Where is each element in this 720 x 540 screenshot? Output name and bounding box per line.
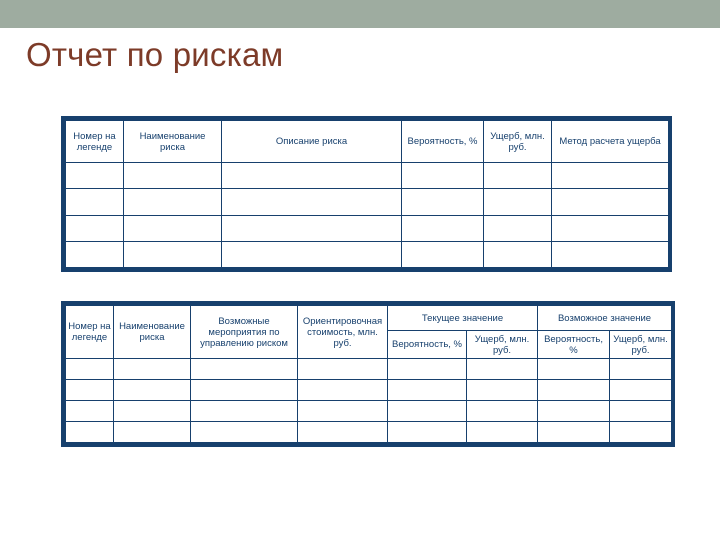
- table-cell: [538, 380, 610, 401]
- table-cell: [388, 359, 467, 380]
- table-cell: [388, 380, 467, 401]
- table-row: [66, 163, 669, 189]
- table-cell: [552, 241, 669, 267]
- header-possible-probability: Вероятность, %: [538, 331, 610, 359]
- slide-title: Отчет по рискам: [26, 36, 284, 73]
- table-cell: [484, 189, 552, 215]
- table-cell: [402, 215, 484, 241]
- table-cell: [114, 401, 191, 422]
- header-damage: Ущерб, млн. руб.: [484, 121, 552, 163]
- table-cell: [124, 215, 222, 241]
- table-cell: [114, 359, 191, 380]
- table-row: [66, 241, 669, 267]
- table-header-row: [66, 306, 672, 331]
- table-cell: [298, 359, 388, 380]
- table-cell: [552, 189, 669, 215]
- table-cell: [467, 359, 538, 380]
- risk-report-table: [61, 116, 672, 272]
- top-decorative-bar: [0, 0, 720, 28]
- table-cell: [66, 163, 124, 189]
- header-current-value: Текущее значение: [388, 306, 538, 331]
- header-possible-measures: Возможные мероприятия по управлению риском: [191, 306, 298, 359]
- table-cell: [610, 359, 672, 380]
- table-header-row: [66, 121, 669, 163]
- table-cell: [66, 422, 114, 443]
- table-row: [66, 189, 669, 215]
- table-cell: [298, 380, 388, 401]
- table-cell: [467, 380, 538, 401]
- header-current-probability: Вероятность, %: [388, 331, 467, 359]
- table-cell: [191, 422, 298, 443]
- table-cell: [402, 241, 484, 267]
- table-cell: [298, 401, 388, 422]
- table-cell: [610, 380, 672, 401]
- table-cell: [467, 401, 538, 422]
- table-cell: [538, 422, 610, 443]
- table-cell: [66, 380, 114, 401]
- table-cell: [484, 241, 552, 267]
- table-cell: [191, 380, 298, 401]
- table-cell: [222, 189, 402, 215]
- header-probability: Вероятность, %: [402, 121, 484, 163]
- table-row: [66, 401, 672, 422]
- header-current-damage: Ущерб, млн. руб.: [467, 331, 538, 359]
- table-row: [66, 380, 672, 401]
- header-estimated-cost: Ориентировочная стоимость, млн. руб.: [298, 306, 388, 359]
- table-cell: [484, 215, 552, 241]
- table-row: [66, 359, 672, 380]
- risk-measures-table: [61, 301, 675, 447]
- table-cell: [191, 401, 298, 422]
- table-cell: [402, 189, 484, 215]
- table-cell: [467, 422, 538, 443]
- table-cell: [114, 380, 191, 401]
- table-cell: [222, 215, 402, 241]
- table-row: [66, 215, 669, 241]
- table-cell: [552, 215, 669, 241]
- header-possible-damage: Ущерб, млн. руб.: [610, 331, 672, 359]
- table-cell: [484, 163, 552, 189]
- table-cell: [124, 189, 222, 215]
- table-cell: [388, 401, 467, 422]
- table-cell: [124, 163, 222, 189]
- header-damage-calc-method: Метод расчета ущерба: [552, 121, 669, 163]
- header-possible-value: Возможное значение: [538, 306, 672, 331]
- table-cell: [191, 359, 298, 380]
- header-legend-number: Номер на легенде: [66, 306, 114, 359]
- table-cell: [66, 401, 114, 422]
- table-cell: [66, 215, 124, 241]
- header-risk-name: Наименование риска: [124, 121, 222, 163]
- table-cell: [538, 359, 610, 380]
- table-row: [66, 422, 672, 443]
- table-cell: [66, 359, 114, 380]
- table-cell: [222, 163, 402, 189]
- table-cell: [552, 163, 669, 189]
- table-cell: [610, 401, 672, 422]
- table-cell: [402, 163, 484, 189]
- table-cell: [222, 241, 402, 267]
- table-cell: [124, 241, 222, 267]
- table-cell: [114, 422, 191, 443]
- table-cell: [538, 401, 610, 422]
- header-risk-name: Наименование риска: [114, 306, 191, 359]
- table-cell: [66, 189, 124, 215]
- table-cell: [610, 422, 672, 443]
- header-legend-number: Номер на легенде: [66, 121, 124, 163]
- table-cell: [298, 422, 388, 443]
- table-cell: [388, 422, 467, 443]
- table-cell: [66, 241, 124, 267]
- header-risk-description: Описание риска: [222, 121, 402, 163]
